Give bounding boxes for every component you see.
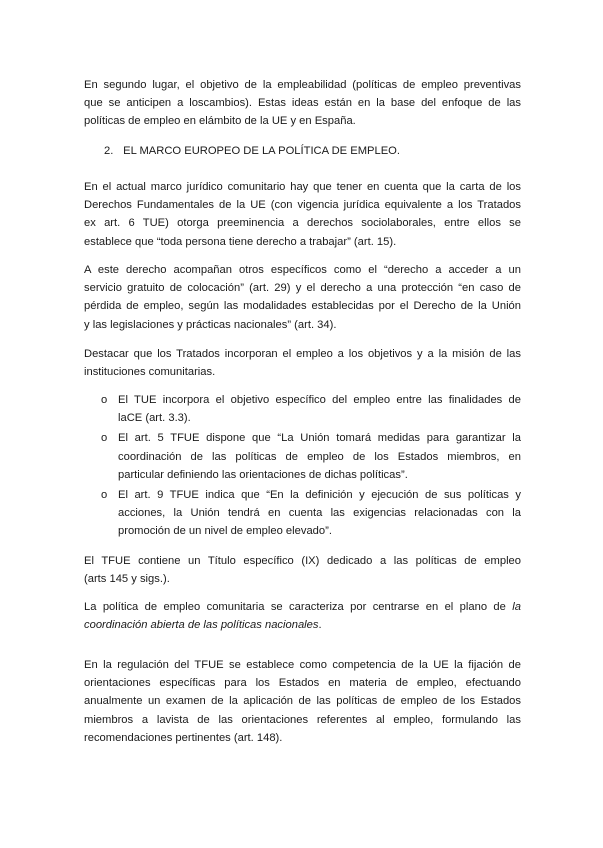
text-line: El art. 9 TFUE indica que “En la definición y ejecución de sus políticas y: [118, 489, 521, 502]
text-line: (arts 145 y sigs.).: [84, 573, 170, 586]
text-line: laCE (art. 3.3).: [118, 412, 191, 425]
text-line: anualmente un examen de la aplicación de las políticas de empleo de los Estados: [84, 695, 521, 708]
bullet-marker: o: [101, 489, 108, 502]
text-line: pérdida de empleo, según las modalidades establecidas por el Derecho de la Unión: [84, 300, 521, 313]
text-line: orientaciones específicas para los Estados en materia de empleo, efectuando: [84, 677, 521, 690]
text-line: En segundo lugar, el objetivo de la empleabilidad (políticas de empleo preventivas: [84, 79, 521, 91]
paragraph-empleabilidad: [84, 76, 521, 131]
text-line: Derechos Fundamentales de la UE (con vigencia jurídica equivalente a los Tratados: [84, 199, 521, 212]
list-item: [101, 486, 521, 541]
paragraph-regulacion-tfue: [84, 656, 521, 747]
text-line: miembros a lavista de las orientaciones referentes al empleo, formulando las: [84, 713, 521, 726]
bullet-marker: o: [101, 394, 108, 406]
text-line: y las legislaciones y prácticas nacionales” (art. 34).: [84, 318, 337, 331]
text-segment: .: [318, 619, 322, 632]
text-line: [84, 598, 521, 616]
text-line: servicio gratuito de colocación” (art. 29) y el derecho a una protección “en caso de: [84, 282, 521, 295]
text-line: que se anticipen a loscambios). Estas ideas están en la base del enfoque de las: [84, 97, 521, 110]
text-line: Destacar que los Tratados incorporan el empleo a los objetivos y a la misión de las: [84, 348, 521, 360]
text-line: políticas de empleo en elámbito de la UE y en España.: [84, 115, 356, 128]
text-line: En la regulación del TFUE se establece como competencia de la UE la fijación de: [84, 659, 521, 671]
text-line: A este derecho acompañan otros específicos como el “derecho a acceder a un: [84, 264, 521, 276]
text-segment: La política de empleo comunitaria se caracteriza por centrarse en el plano de: [84, 601, 513, 613]
text-line: El art. 5 TFUE dispone que “La Unión tomará medidas para garantizar la: [118, 432, 521, 445]
paragraph-tratados: [84, 345, 521, 381]
text-line: establece que “toda persona tiene derecho a trabajar” (art. 15).: [84, 235, 397, 248]
paragraph-titulo-ix: [84, 552, 521, 588]
text-line: instituciones comunitarias.: [84, 366, 216, 379]
text-line: coordinación de las políticas de empleo de los Estados miembros, en: [118, 450, 521, 463]
bullet-marker: o: [101, 432, 108, 445]
text-line: promoción de un nivel de empleo elevado”.: [118, 525, 332, 538]
bullet-list: [101, 391, 521, 543]
text-line: El TUE incorpora el objetivo específico del empleo entre las finalidades de: [118, 394, 521, 406]
text-line: particular definiendo las orientaciones de dichas políticas”.: [118, 468, 408, 481]
list-item: [101, 391, 521, 427]
paragraph-coordinacion-abierta: [84, 598, 521, 634]
text-line: [84, 616, 521, 634]
section-title: EL MARCO EUROPEO DE LA POLÍTICA DE EMPLEO.: [123, 145, 400, 157]
italic-segment: coordinación abierta de las políticas nacionales: [84, 619, 319, 632]
paragraph-derechos-especificos: [84, 261, 521, 334]
text-line: ex art. 6 TUE) otorga preeminencia a derechos sociolaborales, entre ellos se: [84, 217, 521, 230]
paragraph-carta-derechos: [84, 178, 521, 251]
text-line: recomendaciones pertinentes (art. 148).: [84, 731, 283, 744]
section-number: 2.: [104, 145, 114, 157]
list-item: [101, 429, 521, 484]
text-line: En el actual marco jurídico comunitario hay que tener en cuenta que la carta de los: [84, 181, 521, 193]
section-heading: [104, 142, 400, 160]
italic-segment: la: [512, 601, 521, 613]
text-line: El TFUE contiene un Título específico (IX) dedicado a las políticas de empleo: [84, 555, 521, 567]
text-line: acciones, la Unión tendrá en cuenta las exigencias relacionadas con la: [118, 507, 521, 520]
